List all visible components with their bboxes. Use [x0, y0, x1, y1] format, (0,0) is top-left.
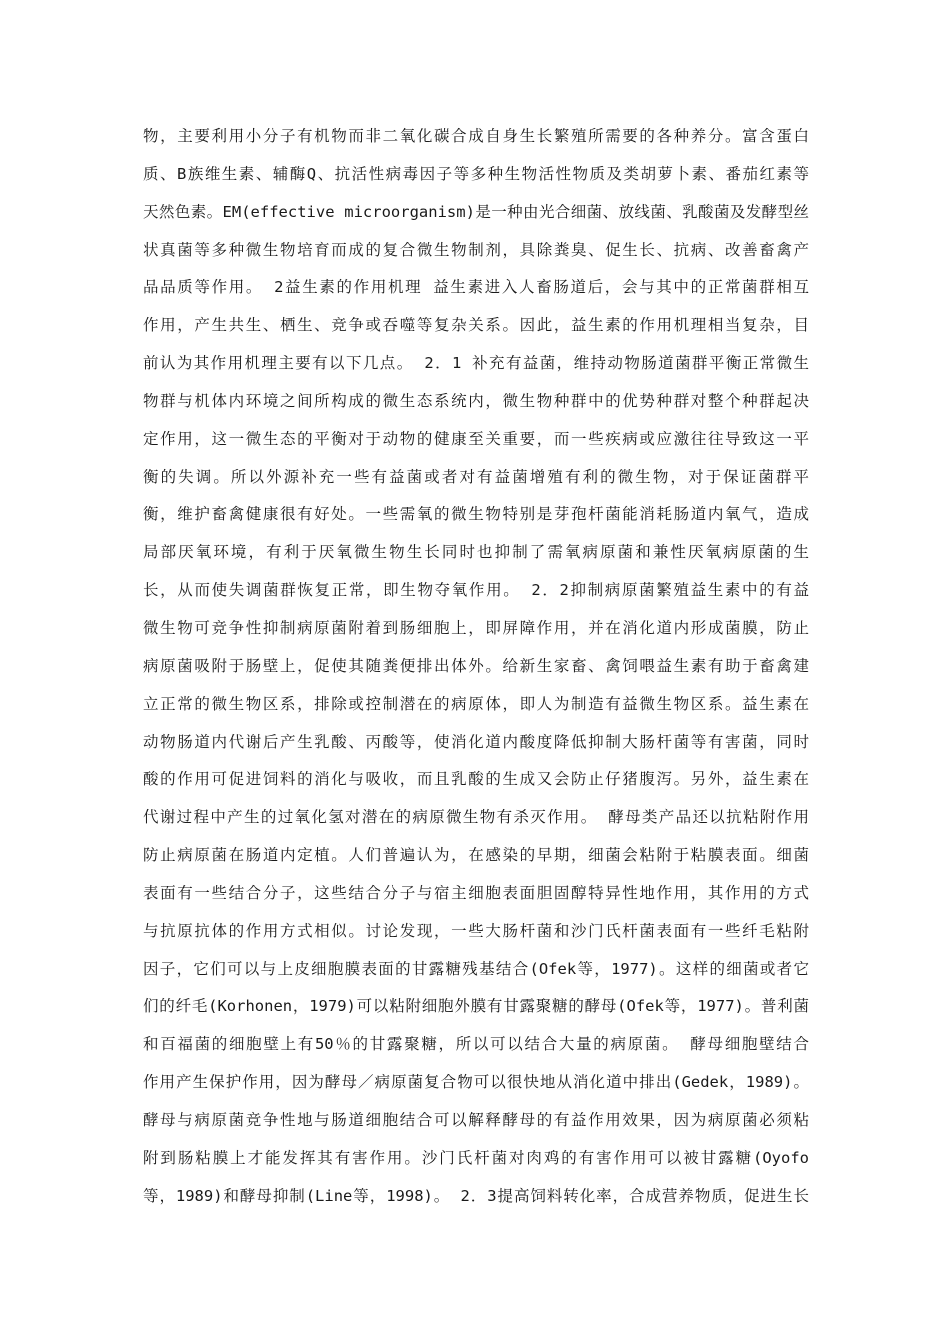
- text-line: 物群与机体内环境之间所构成的微生态系统内，微生物种群中的优势种群对整个种群起决: [143, 391, 809, 410]
- text-line: 长，从而使失调菌群恢复正常，即生物夺氧作用。 2．2抑制病原菌繁殖益生素中的有益: [143, 581, 809, 600]
- text-line: 质、B族维生素、辅酶Q、抗活性病毒因子等多种生物活性物质及类胡萝卜素、番茄红素等: [143, 164, 809, 183]
- body-text: [143, 118, 809, 1215]
- text-line: 们的纤毛(Korhonen，1979)可以粘附细胞外膜有甘露聚糖的酵母(Ofek等，1977)。普利菌: [143, 997, 809, 1016]
- text-line: 酵母与病原菌竞争性地与肠道细胞结合可以解释酵母的有益作用效果，因为病原菌必须粘: [143, 1110, 809, 1129]
- text-line: 酸的作用可促进饲料的消化与吸收，而且乳酸的生成又会防止仔猪腹泻。另外，益生素在: [143, 770, 809, 789]
- text-line: 作用，产生共生、栖生、竞争或吞噬等复杂关系。因此，益生素的作用机理相当复杂，目: [143, 316, 809, 335]
- text-line: 作用产生保护作用，因为酵母／病原菌复合物可以很快地从消化道中排出(Gedek，1989)。: [143, 1073, 809, 1092]
- text-line: 前认为其作用机理主要有以下几点。 2．1 补充有益菌，维持动物肠道菌群平衡正常微生: [143, 354, 809, 373]
- text-line: 代谢过程中产生的过氧化氢对潜在的病原微生物有杀灭作用。 酵母类产品还以抗粘附作用: [143, 808, 809, 827]
- text-line: 物，主要利用小分子有机物而非二氧化碳合成自身生长繁殖所需要的各种养分。富含蛋白: [143, 127, 809, 145]
- text-line: 和百福菌的细胞壁上有50％的甘露聚糖，所以可以结合大量的病原菌。 酵母细胞壁结合: [143, 1035, 809, 1054]
- text-line: 因子，它们可以与上皮细胞膜表面的甘露糖残基结合(Ofek等，1977)。这样的细菌或者它: [143, 959, 809, 978]
- text-line: 等，1989)和酵母抑制(Line等，1998)。 2．3提高饲料转化率，合成营养物质，促进生长: [143, 1186, 809, 1205]
- text-line: 衡的失调。所以外源补充一些有益菌或者对有益菌增殖有利的微生物，对于保证菌群平: [143, 467, 809, 486]
- text-line: 病原菌吸附于肠壁上，促使其随粪便排出体外。给新生家畜、禽饲喂益生素有助于畜禽建: [143, 656, 809, 675]
- text-line: 立正常的微生物区系，排除或控制潜在的病原体，即人为制造有益微生物区系。益生素在: [143, 694, 809, 713]
- text-line: 防止病原菌在肠道内定植。人们普遍认为，在感染的早期，细菌会粘附于粘膜表面。细菌: [143, 846, 809, 865]
- text-line: 表面有一些结合分子，这些结合分子与宿主细胞表面胆固醇特异性地作用，其作用的方式: [143, 883, 809, 902]
- text-line: 附到肠粘膜上才能发挥其有害作用。沙门氏杆菌对肉鸡的有害作用可以被甘露糖(Oyofo: [143, 1148, 809, 1167]
- text-line: 衡，维护畜禽健康很有好处。一些需氧的微生物特别是芽孢杆菌能消耗肠道内氧气，造成: [143, 505, 809, 524]
- text-line: 局部厌氧环境，有利于厌氧微生物生长同时也抑制了需氧病原菌和兼性厌氧病原菌的生: [143, 543, 809, 562]
- text-line: 微生物可竞争性抑制病原菌附着到肠细胞上，即屏障作用，并在消化道内形成菌膜，防止: [143, 618, 809, 637]
- text-line: 动物肠道内代谢后产生乳酸、丙酸等，使消化道内酸度降低抑制大肠杆菌等有害菌，同时: [143, 732, 809, 751]
- text-line: 状真菌等多种微生物培育而成的复合微生物制剂，具除粪臭、促生长、抗病、改善畜禽产: [143, 240, 809, 259]
- text-line: 品品质等作用。 2益生素的作用机理 益生素进入人畜肠道后，会与其中的正常菌群相互: [143, 278, 809, 297]
- text-line: 天然色素。EM(effective microorganism)是一种由光合细菌、放线菌、乳酸菌及发酵型丝: [143, 202, 809, 221]
- text-line: 定作用，这一微生态的平衡对于动物的健康至关重要，而一些疾病或应激往往导致这一平: [143, 429, 809, 448]
- text-line: 与抗原抗体的作用方式相似。讨论发现，一些大肠杆菌和沙门氏杆菌表面有一些纤毛粘附: [143, 921, 809, 940]
